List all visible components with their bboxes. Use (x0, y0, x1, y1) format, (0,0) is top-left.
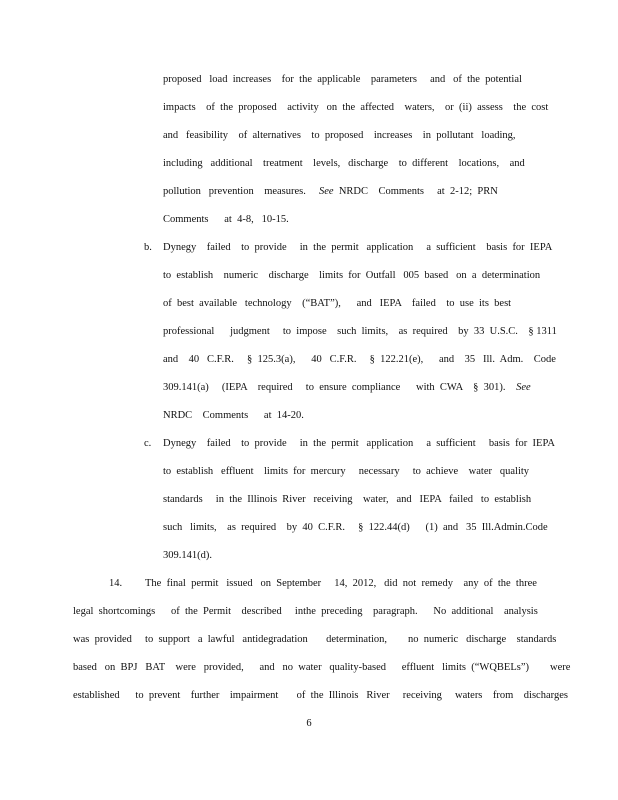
body-line: legal shortcomings of the Permit described inthe preceding paragraph. No additional analysis (73, 606, 538, 617)
body-line: Dynegy failed to provide in the permit application a sufficient basis for IEPA (163, 438, 555, 449)
body-line: 309.141(d). (163, 550, 212, 561)
body-text: pollution prevention measures. (163, 186, 306, 197)
list-marker-b: b. (144, 242, 152, 253)
list-marker-c: c. (144, 438, 152, 449)
body-line: standards in the Illinois River receiving water, and IEPA failed to establish (163, 494, 532, 505)
paragraph-number: 14. (109, 578, 123, 589)
body-line: and 40 C.F.R. § 125.3(a), 40 C.F.R. § 122.21(e), and 35 Ill. Adm. Code (163, 354, 556, 365)
body-line: established to prevent further impairment of the Illinois River receiving waters from discharges (73, 690, 568, 701)
body-line (163, 185, 498, 199)
body-text: 309.141(a) (IEPA required to ensure compliance with CWA § 301). (163, 382, 506, 393)
citation-signal: See (516, 382, 531, 393)
body-line: to establish effluent limits for mercury necessary to achieve water quality (163, 466, 530, 477)
body-line: Dynegy failed to provide in the permit application a sufficient basis for IEPA (163, 242, 553, 253)
body-line: professional judgment to impose such limits, as required by 33 U.S.C. § 1311 (163, 326, 557, 337)
body-line: and feasibility of alternatives to proposed increases in pollutant loading, (163, 130, 516, 141)
body-line: impacts of the proposed activity on the affected waters, or (ii) assess the cost (163, 102, 549, 113)
body-line: The final permit issued on September 14, 2012, did not remedy any of the three (145, 578, 537, 589)
citation-text: NRDC Comments at 2-12; PRN (338, 186, 498, 197)
body-line: to establish numeric discharge limits for Outfall 005 based on a determination (163, 270, 541, 281)
body-line: of best available technology (“BAT”), and IEPA failed to use its best (163, 298, 512, 309)
body-line: was provided to support a lawful antidegradation determination, no numeric discharge standards (73, 634, 557, 645)
body-line: Comments at 4-8, 10-15. (163, 214, 289, 225)
body-line: such limits, as required by 40 C.F.R. § 122.44(d) (1) and 35 Ill.Admin.Code (163, 522, 548, 533)
body-line: proposed load increases for the applicable parameters and of the potential (163, 74, 522, 85)
body-line: including additional treatment levels, discharge to different locations, and (163, 158, 525, 169)
body-line (163, 381, 531, 395)
body-line: based on BPJ BAT were provided, and no water quality-based effluent limits (“WQBELs”) were (73, 662, 571, 673)
page-number: 6 (306, 718, 312, 729)
body-line: NRDC Comments at 14-20. (163, 410, 304, 421)
citation-signal: See (319, 186, 334, 197)
